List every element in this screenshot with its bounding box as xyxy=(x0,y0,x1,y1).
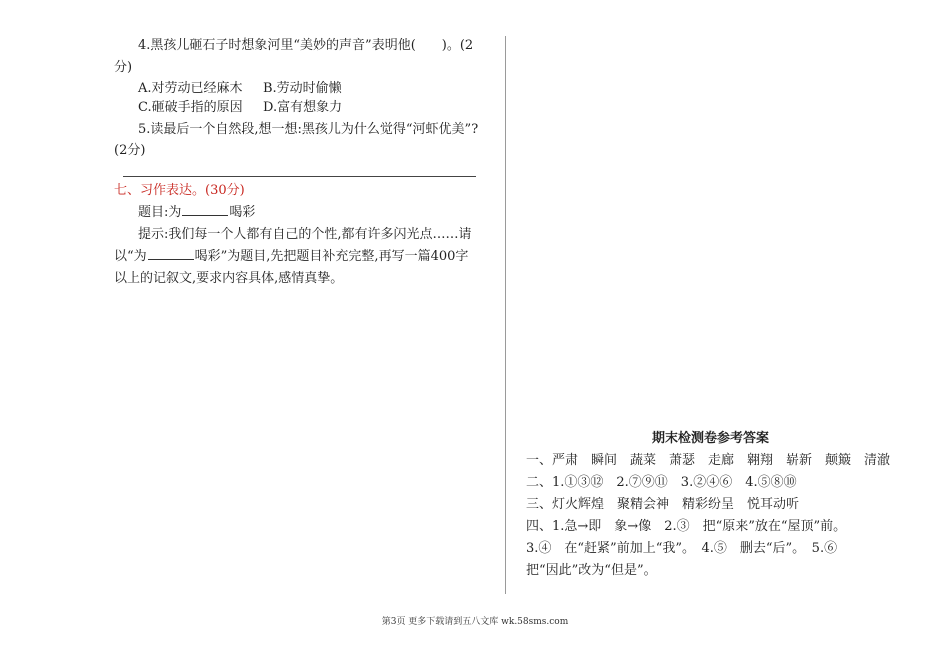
hint-line-2 xyxy=(114,247,468,267)
answer-section-4-end: 把“因此”改为“但是”。 xyxy=(526,563,657,578)
topic-suffix: 喝彩 xyxy=(229,205,256,220)
hint-line-3: 以上的记叙文,要求内容具体,感情真挚。 xyxy=(114,271,344,286)
topic-prefix: 题目:为 xyxy=(138,205,182,220)
hint-line-2-suffix: 喝彩”为题目,先把题目补充完整,再写一篇400字 xyxy=(194,249,469,264)
option-d: D.富有想象力 xyxy=(263,100,343,115)
answer-section-2: 二、1.①③⑫ 2.⑦⑨⑪ 3.②④⑥ 4.⑤⑧⑩ xyxy=(526,475,797,490)
option-a: A.对劳动已经麻木 xyxy=(138,81,243,96)
answer-section-3: 三、灯火辉煌 聚精会神 精彩纷呈 悦耳动听 xyxy=(526,497,800,512)
hint-line-1: 提示:我们每一个人都有自己的个性,都有许多闪光点……请 xyxy=(138,227,472,242)
question-5: 5.读最后一个自然段,想一想:黑孩儿为什么觉得“河虾优美”? xyxy=(138,122,479,137)
page-footer: 第3页 更多下载请到五八文库 wk.58sms.com xyxy=(381,617,569,627)
answer-section-4: 四、1.急→即 象→像 2.③ 把“原来”放在“屋顶”前。 xyxy=(526,519,847,534)
option-c: C.砸破手指的原因 xyxy=(138,100,243,115)
essay-topic xyxy=(138,203,255,223)
topic-blank xyxy=(182,203,228,216)
hint-line-2-prefix: 以“为 xyxy=(114,249,147,264)
column-divider xyxy=(505,36,506,594)
question-4: 4.黑孩儿砸石子时想象河里“美妙的声音”表明他( )。(2 xyxy=(138,38,474,53)
answer-section-4-cont: 3.④ 在“赶紧”前加上“我”。 4.⑤ 删去“后”。 5.⑥ xyxy=(526,541,838,556)
question-5-points: (2分) xyxy=(114,143,146,158)
section-7-heading: 七、习作表达。(30分) xyxy=(114,183,245,198)
answer-line xyxy=(123,176,476,177)
hint-blank xyxy=(148,247,194,260)
answer-section-1: 一、严肃 瞬间 蔬菜 萧瑟 走廊 翱翔 崭新 颠簸 清澈 xyxy=(526,453,891,468)
question-4-points: 分) xyxy=(114,60,133,75)
option-b: B.劳动时偷懒 xyxy=(263,81,342,96)
answers-title: 期末检测卷参考答案 xyxy=(652,431,770,446)
